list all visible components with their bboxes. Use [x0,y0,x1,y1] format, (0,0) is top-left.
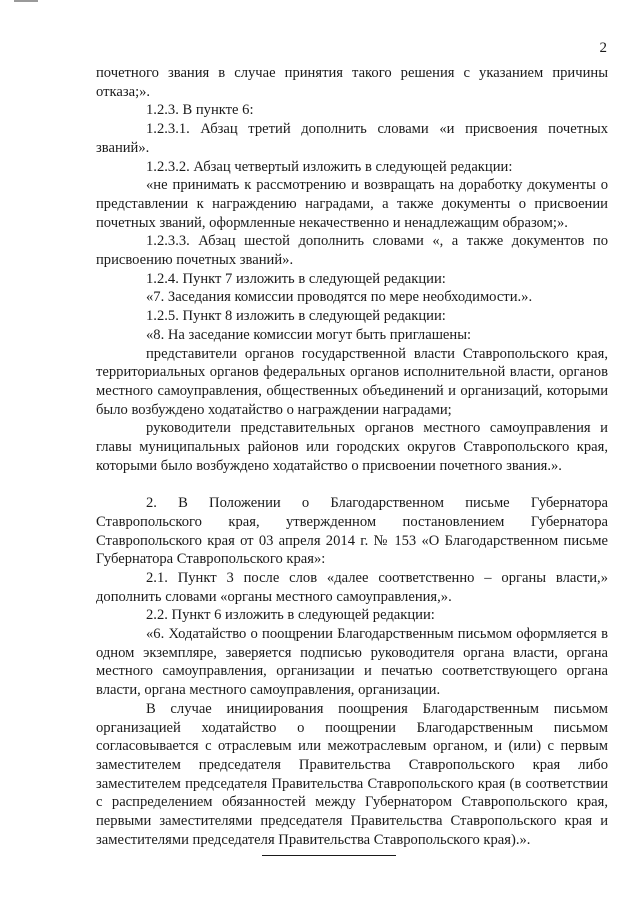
paragraph: 1.2.3.1. Абзац третий дополнить словами «и присвоения почетных званий». [96,121,608,156]
paragraph: 1.2.3. В пункте 6: [146,102,254,119]
paragraph: 1.2.3.2. Абзац четвертый изложить в следующей редакции: [146,158,513,175]
paragraph: 2.2. Пункт 6 изложить в следующей редакции: [146,607,435,624]
paragraph: «7. Заседания комиссии проводятся по мере необходимости.». [146,289,533,306]
paragraph: представители органов государственной власти Ставропольского края, территориальных органов федеральных органов исполнительной власти, органов местного самоуправления, общественных объединений и организаций, которыми было возбуждено ходатайство о награждении наградами; [96,345,608,418]
paragraph: 1.2.4. Пункт 7 изложить в следующей редакции: [146,270,446,287]
scan-corner-mark [14,0,38,2]
paragraph: 2.1. Пункт 3 после слов «далее соответственно – органы власти,» дополнить словами «органы местного самоуправления,». [96,569,608,605]
paragraph: 1.2.5. Пункт 8 изложить в следующей редакции: [146,308,446,325]
paragraph: почетного звания в случае принятия такого решения с указанием причины отказа;». [96,65,608,100]
paragraph: «8. На заседание комиссии могут быть приглашены: [146,326,472,343]
paragraph: 2. В Положении о Благодарственном письме Губернатора Ставропольского края, утвержденном постановлением Губернатора Ставропольского края от 03 апреля 2014 г. № 153 «О Благодарственном письме Губернатора Ставропольского края»: [96,495,608,568]
page-number: 2 [599,40,607,56]
paragraph: руководители представительных органов местного самоуправления и главы муниципальных районов или городских округов Ставропольского края, которыми было возбуждено ходатайство о присвоении почетного звания.». [96,420,608,474]
paragraph: «не принимать к рассмотрению и возвращать на доработку документы о представлении к награждению наградами, а также документы о присвоении почетных званий, оформленные некачественно и ненадлежащим образом;». [96,177,608,231]
document-body [96,64,608,850]
paragraph: 1.2.3.3. Абзац шестой дополнить словами «, а также документов по присвоению почетных званий». [96,233,608,269]
paragraph: «6. Ходатайство о поощрении Благодарственным письмом оформляется в одном экземпляре, заверяется подписью руководителя органа власти, органа местного самоуправления, организации и печатью соответствующего органа власти, органа местного самоуправления, организации. [96,626,608,699]
end-separator-line [262,855,396,856]
paragraph: В случае инициирования поощрения Благодарственным письмом организацией ходатайство о поощрении Благодарственным письмом согласовывается с отраслевым или межотраслевым органом, и (или) с первым заместителем председателя Правительства Ставропольского края либо заместителем председателя Правительства Ставропольского края (в соответствии с распределением обязанностей между Губернатором Ставропольского края, первыми заместителями председателя Правительства Ставропольского края и заместителями председателя Правительства Ставропольского края).». [96,700,608,848]
